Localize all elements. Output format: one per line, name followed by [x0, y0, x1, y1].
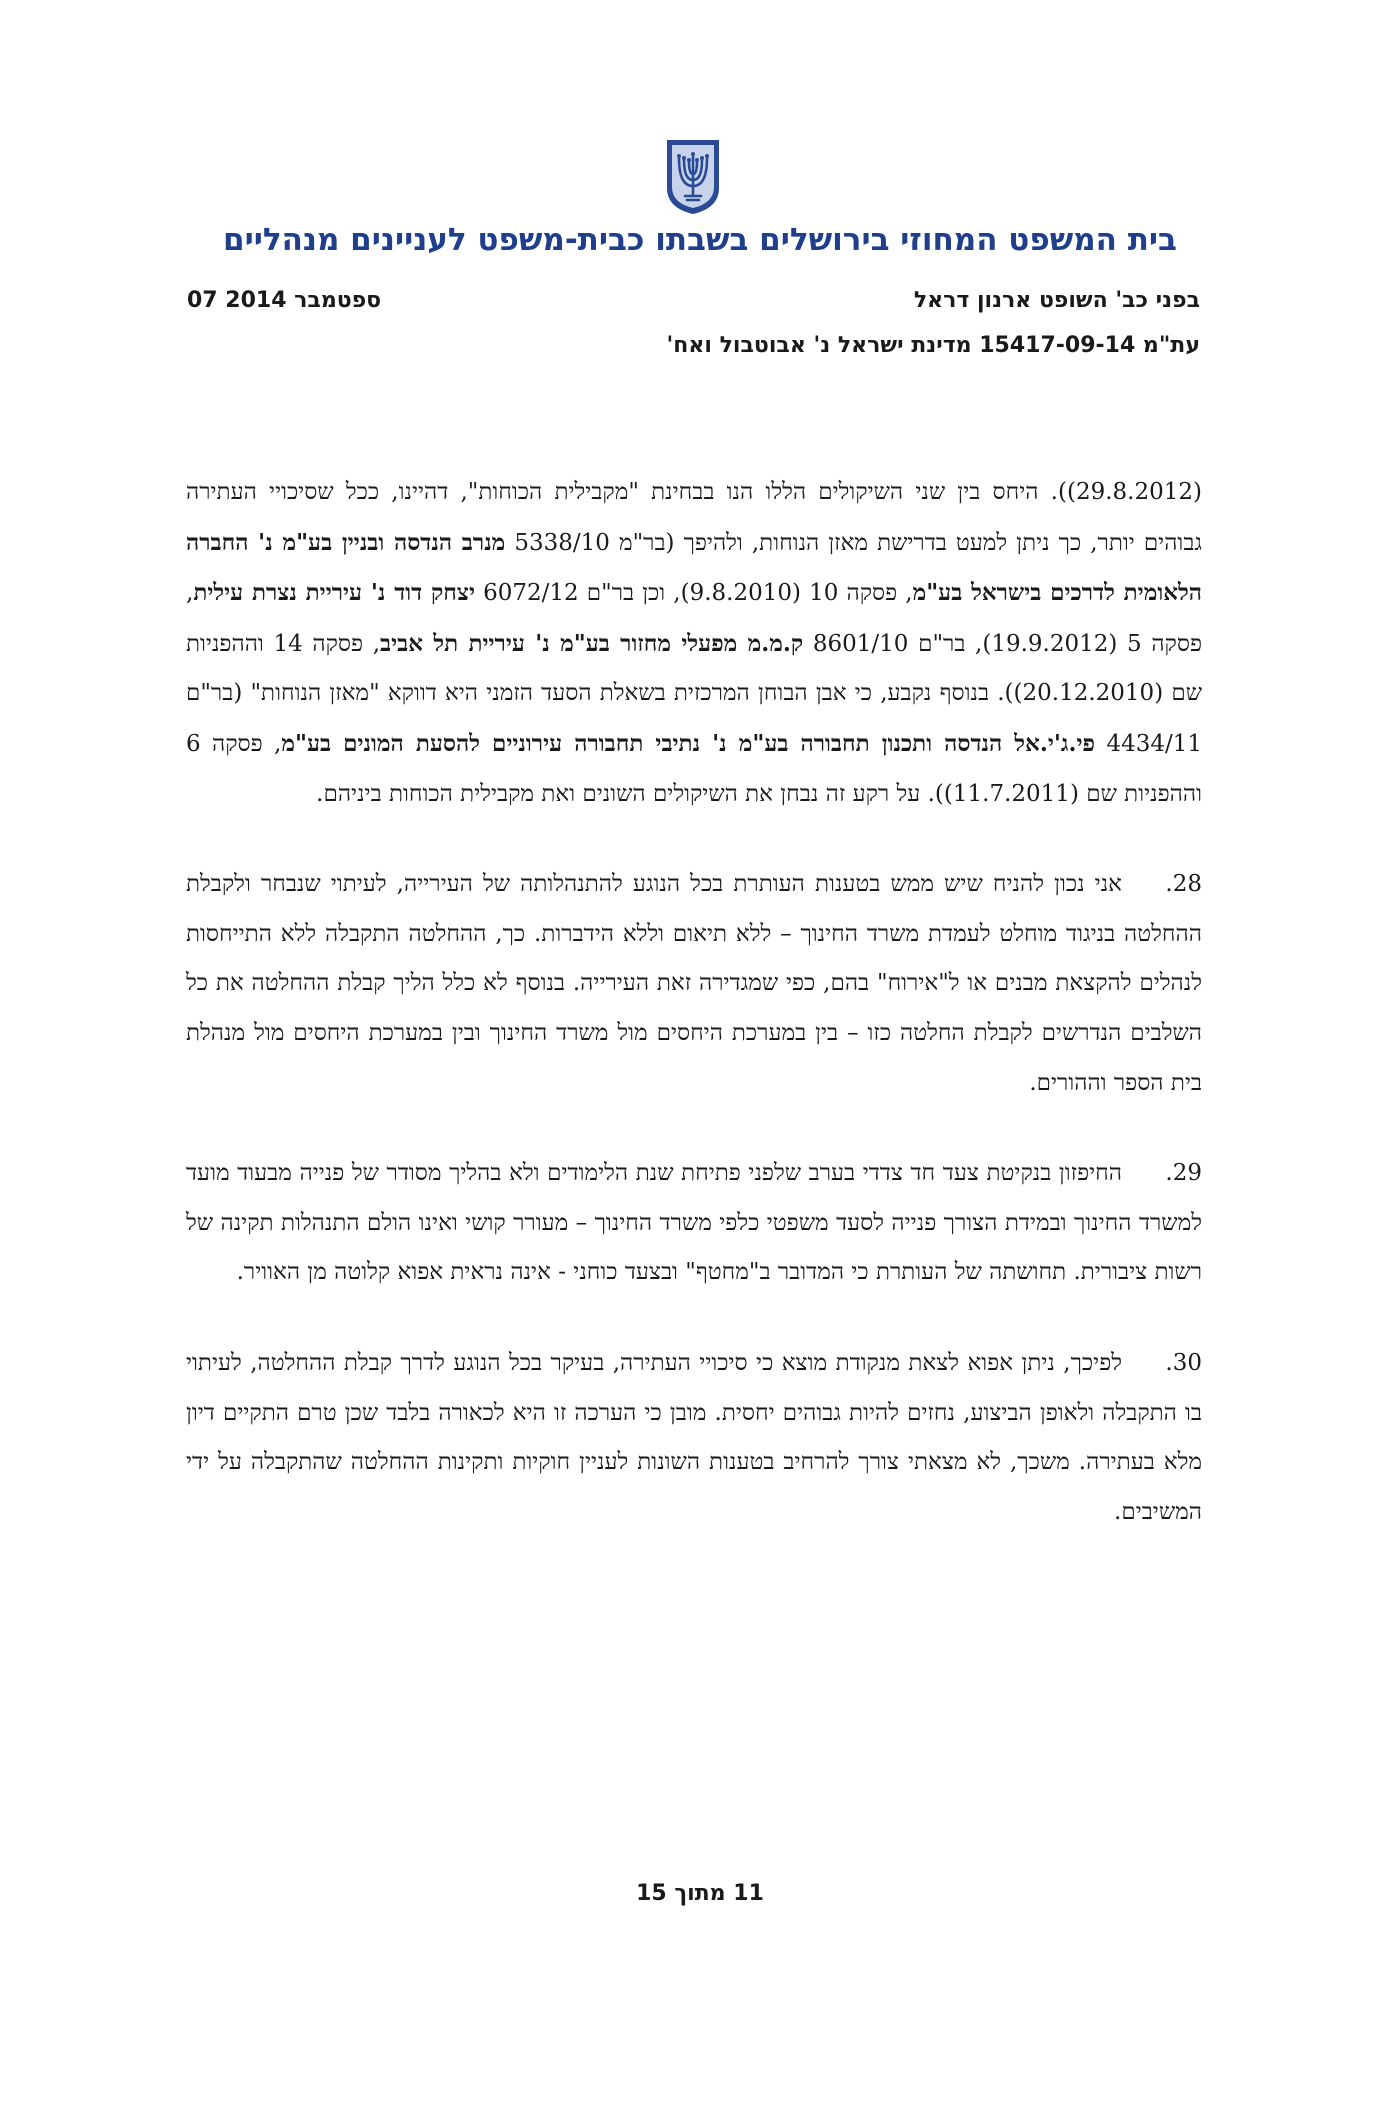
paragraph-text: , פסקה 5 (19.9.2012), בר"ם 8601/10: [186, 580, 1202, 657]
paragraph: [186, 1149, 1202, 1298]
case-citation: פי.ג'י.אל הנדסה ותכנון תחבורה בע"מ נ' נתיבי תחבורה עירוניים להסעת המונים בע"מ: [281, 729, 1096, 757]
court-name-title: בית המשפט המחוזי בירושלים בשבתו כבית-משפט לעניינים מנהליים: [223, 222, 1177, 258]
paragraph-text: אני נכון להניח שיש ממש בטענות העותרת בכל הנוגע להתנהלותה של העירייה, לעיתוי שנבחר ולקבלת ההחלטה בניגוד מוחלט לעמדת משרד החינוך – ללא תיאום וללא הידברות. כך, ההחלטה התקבלה ללא התייחסות לנהלים להקצאת מבנים או ל"אירוח" בהם, כפי שמגדירה זאת העירייה. בנוסף לא כלל הליך קבלת ההחלטה את כל השלבים הנדרשים לקבלת החלטה כזו – בין במערכת היחסים מול משרד החינוך ובין במערכת היחסים מול מנהלת בית הספר וההורים.: [186, 871, 1202, 1096]
paragraph-number: 28.: [1165, 871, 1202, 898]
case-citation: מנרב הנדסה ובניין בע"מ נ' החברה הלאומית לדרכים בישראל בע"מ: [186, 528, 1202, 607]
paragraph-text: , פסקה 14 וההפניות שם (20.12.2010)). בנוסף נקבע, כי אבן הבוחן המרכזית בשאלת הסעד הזמני היא דווקא "מאזן הנוחות" (בר"ם 4434/11: [186, 630, 1202, 757]
page-number: 11 מתוך 15: [636, 1881, 764, 1906]
document-body: [186, 468, 1202, 1578]
case-number-line: עת"מ 15417-09-14 מדינת ישראל נ' אבוטבול ואח': [666, 333, 1200, 358]
judge-line: בפני כב' השופט ארנון דראל: [913, 288, 1200, 313]
paragraph-text: החיפזון בנקיטת צעד חד צדדי בערב שלפני פתיחת שנת הלימודים ולא בהליך מסודר של פנייה מבעוד מועד למשרד החינוך ובמידת הצורך פנייה לסעד משפטי כלפי משרד החינוך – מעורר קושי ואינו הולם התנהלות תקינה של רשות ציבורית. תחושתה של העותרת כי המדובר ב"מחטף" ובצעד כוחני - אינה נראית אפוא קלוטה מן האוויר.: [186, 1160, 1202, 1286]
paragraph-number: 29.: [1165, 1160, 1202, 1187]
document-date: 07 ספטמבר 2014: [187, 288, 382, 313]
paragraph-number: 30.: [1165, 1349, 1202, 1376]
case-citation: ק.מ.מ מפעלי מחזור בע"מ נ' עיריית תל אביב: [380, 629, 804, 657]
paragraph-text: , פסקה 10 (9.8.2010), וכן בר"ם 6072/12: [475, 580, 913, 607]
case-citation: יצחק דוד נ' עיריית נצרת עילית: [193, 579, 475, 607]
paragraph: [186, 860, 1202, 1108]
paragraph: [186, 1339, 1202, 1537]
paragraph: [186, 468, 1202, 819]
state-emblem-icon: [663, 136, 723, 216]
paragraph-text: , פסקה 6 וההפניות שם (11.7.2011)). על רקע זה נבחן את השיקולים השונים ואת מקבילית הכוחות ביניהם.: [186, 730, 1202, 807]
paragraph-text: לפיכך, ניתן אפוא לצאת מנקודת מוצא כי סיכויי העתירה, בעיקר בכל הנוגע לדרך קבלת ההחלטה, לעיתוי בו התקבלה ולאופן הביצוע, נחזים להיות גבוהים יחסית. מובן כי הערכה זו היא לכאורה בלבד שכן טרם התקיים דיון מלא בעתירה. משכך, לא מצאתי צורך להרחיב בטענות השונות לעניין חוקיות ותקינות ההחלטה שהתקבלה על ידי המשיבים.: [186, 1349, 1202, 1525]
paragraph-text: (29.8.2012)). היחס בין שני השיקולים הללו הנו בבחינת "מקבילית הכוחות", דהיינו, ככל שסיכויי העתירה גבוהים יותר, כך ניתן למעט בדרישת מאזן הנוחות, ולהיפך (בר"מ 5338/10: [186, 479, 1202, 556]
